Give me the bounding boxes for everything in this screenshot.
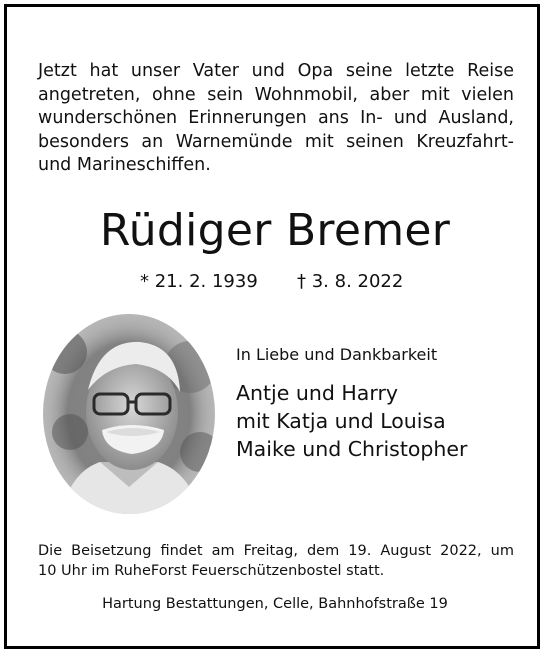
- birth-date: * 21. 2. 1939: [140, 271, 258, 292]
- intro-line: Jetzt hat unser Vater und Opa seine letzte Reise: [38, 61, 514, 81]
- intro-line: besonders an Warnemünde mit seinen Kreuzfahrt-: [38, 131, 514, 152]
- undertaker-info: Hartung Bestattungen, Celle, Bahnhofstraße 19: [102, 596, 448, 612]
- intro-line: angetreten, ohne sein Wohnmobil, aber mit vielen: [38, 84, 514, 105]
- intro-text: [38, 60, 514, 178]
- death-date: † 3. 8. 2022: [297, 271, 404, 292]
- intro-line: wunderschönen Erinnerungen ans In- und Ausland,: [38, 108, 514, 128]
- mourner-name: mit Katja und Louisa: [236, 409, 446, 433]
- intro-line: und Marineschiffen.: [38, 155, 211, 175]
- funeral-line: 10 Uhr im RuheForst Feuerschützenbostel statt.: [38, 563, 385, 579]
- mourner-name: Antje und Harry: [236, 381, 398, 405]
- funeral-info: [38, 541, 514, 581]
- mourners-list: [236, 379, 467, 463]
- funeral-line: Die Beisetzung findet am Freitag, dem 19. August 2022, um: [38, 543, 514, 559]
- deceased-name: Rüdiger Bremer: [99, 205, 451, 256]
- mourners-intro: In Liebe und Dankbarkeit: [236, 345, 438, 364]
- portrait-photo: [40, 312, 218, 517]
- mourner-name: Maike und Christopher: [236, 437, 468, 461]
